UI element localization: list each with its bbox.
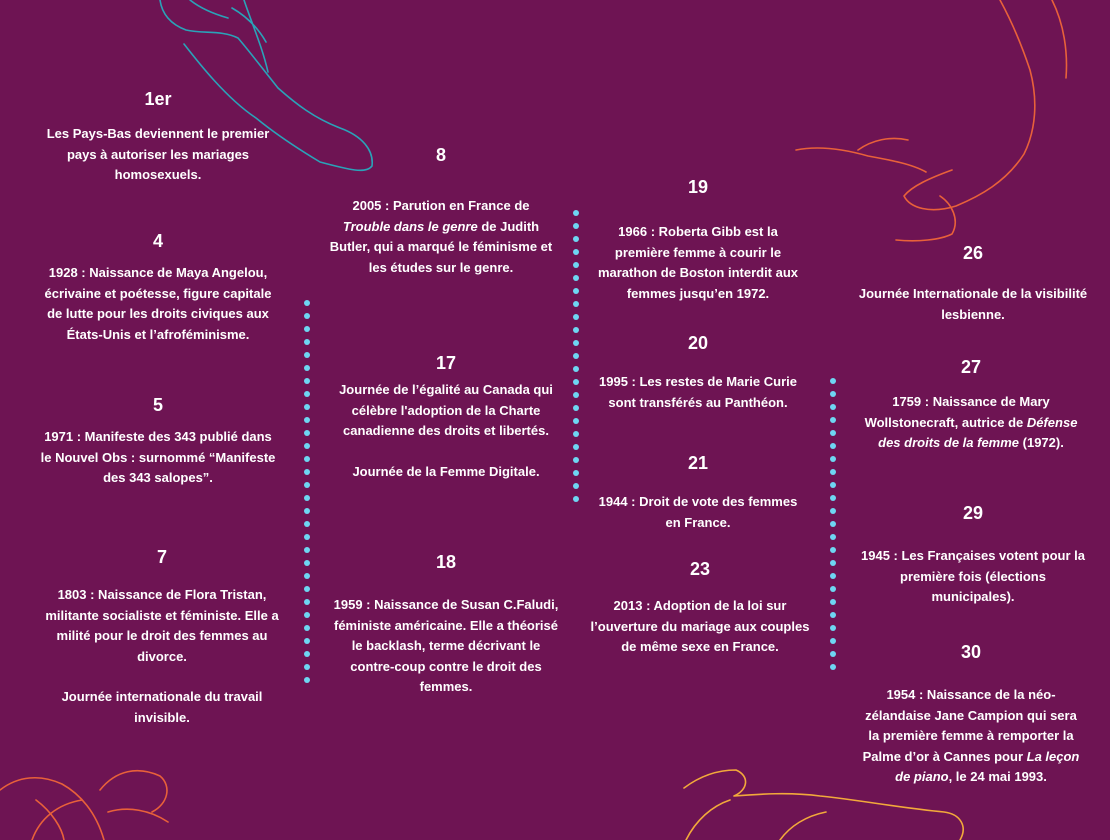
separator-dot [830,443,836,449]
entry-day-26 [858,242,1088,325]
separator-dot [573,249,579,255]
entry-text: 1803 : Naissance de Flora Tristan, militante socialiste et féministe. Elle a milité pour le droit des femmes au divorce. [45,587,279,664]
entry-text: 1995 : Les restes de Marie Curie sont transférés au Panthéon. [599,374,797,410]
entry-day: 27 [960,357,982,377]
separator-dot [573,366,579,372]
entry-day-8 [328,144,554,278]
separator-dot [304,417,310,423]
dotted-separator-1 [304,300,310,690]
separator-dot [573,483,579,489]
separator-dot [304,326,310,332]
separator-dot [304,339,310,345]
separator-dot [304,300,310,306]
entry-day: 7 [156,547,167,567]
entry-day-18 [328,551,564,698]
separator-dot [573,236,579,242]
entry-day-20 [590,332,806,413]
flower-bottom-left-icon [0,771,168,840]
separator-dot [304,352,310,358]
separator-dot [304,560,310,566]
separator-dot [830,586,836,592]
entry-text: 1944 : Droit de vote des femmes en France. [598,494,798,530]
separator-dot [304,495,310,501]
entry-day: 18 [435,552,457,572]
separator-dot [304,482,310,488]
separator-dot [573,314,579,320]
entry-day: 19 [687,177,709,197]
entry-text: 1928 : Naissance de Maya Angelou, écrivaine et poétesse, figure capitale de lutte pour les droits civiques aux États-Unis et l’afroféminisme. [44,265,272,342]
entry-text [858,392,1084,454]
separator-dot [573,405,579,411]
separator-dot [304,404,310,410]
separator-dot [830,625,836,631]
separator-dot [304,534,310,540]
entry-text [858,685,1084,788]
entry-text: Journée Internationale de la visibilité lesbienne. [858,286,1088,322]
separator-dot [573,340,579,346]
separator-dot [830,482,836,488]
separator-dot [830,612,836,618]
separator-dot [830,430,836,436]
entry-text: 1971 : Manifeste des 343 publié dans le Nouvel Obs : surnommé “Manifeste des 343 salopes”. [40,429,276,485]
separator-dot [830,404,836,410]
separator-dot [830,560,836,566]
separator-dot [830,547,836,553]
entry-text: 1945 : Les Françaises votent pour la première fois (élections municipales). [861,548,1085,604]
dotted-separator-2 [573,210,579,520]
separator-dot [304,313,310,319]
entry-text-part: , le 24 mai 1993. [948,769,1047,784]
entry-day-17 [328,352,564,482]
separator-dot [304,365,310,371]
entry-text-italic: La leçon de piano [895,748,1080,784]
entry-text: 1959 : Naissance de Susan C.Faludi, féministe américaine. Elle a théorisé le backlash, terme décrivant le contre-coup contre le droit des femmes. [333,597,559,694]
separator-dot [573,392,579,398]
entry-text-part: (1972). [1019,435,1064,450]
separator-dot [830,521,836,527]
separator-dot [573,327,579,333]
entry-day: 17 [435,353,457,373]
entry-day: 30 [960,642,982,662]
entry-day-23 [590,558,810,658]
separator-dot [573,262,579,268]
entry-text: Journée de la Femme Digitale. [352,463,540,479]
entry-day-1 [40,88,276,186]
separator-dot [573,210,579,216]
separator-dot [573,223,579,229]
separator-dot [304,625,310,631]
separator-dot [830,495,836,501]
entry-day: 23 [689,559,711,579]
separator-dot [573,418,579,424]
entry-text: Journée internationale du travail invisible. [61,689,263,725]
separator-dot [830,651,836,657]
separator-dot [830,456,836,462]
separator-dot [304,638,310,644]
separator-dot [304,573,310,579]
dotted-separator-3 [830,378,836,688]
entry-day: 1er [144,89,172,109]
separator-dot [830,469,836,475]
separator-dot [304,521,310,527]
entry-day-5 [40,394,276,489]
separator-dot [304,612,310,618]
separator-dot [830,508,836,514]
entry-day: 20 [687,333,709,353]
entry-text-italic: Trouble dans le genre [342,218,478,234]
entry-day: 29 [962,503,984,523]
entry-day-21 [590,452,806,533]
entry-day-19 [590,176,806,304]
separator-dot [573,301,579,307]
separator-dot [573,496,579,502]
separator-dot [573,444,579,450]
separator-dot [830,534,836,540]
separator-dot [304,469,310,475]
separator-dot [304,508,310,514]
separator-dot [304,456,310,462]
separator-dot [830,573,836,579]
entry-text [328,196,554,278]
separator-dot [304,599,310,605]
entry-day: 26 [962,243,984,263]
separator-dot [830,599,836,605]
entry-text-part: 1954 : Naissance de la néo-zélandaise Jane Campion qui sera la première femme à remporter la Palme d’or à Cannes pour [862,687,1077,764]
entry-day: 4 [152,231,163,251]
hand-top-right-icon [796,0,1066,241]
entry-day: 8 [435,145,446,165]
separator-dot [830,638,836,644]
entry-day-30 [858,641,1084,788]
entry-day-7 [40,546,284,728]
separator-dot [304,547,310,553]
separator-dot [304,430,310,436]
separator-dot [304,677,310,683]
entry-text-part: de Judith Butler, qui a marqué le féminisme et les études sur le genre. [329,218,553,275]
entry-day: 21 [687,453,709,473]
entry-text: 2013 : Adoption de la loi sur l’ouverture du mariage aux couples de même sexe en France. [590,598,810,654]
separator-dot [573,457,579,463]
separator-dot [304,664,310,670]
separator-dot [830,664,836,670]
separator-dot [304,443,310,449]
entry-text-part: 1759 : Naissance de Mary Wollstonecraft, autrice de [864,394,1050,430]
separator-dot [830,378,836,384]
separator-dot [573,275,579,281]
separator-dot [573,353,579,359]
entry-text: 1966 : Roberta Gibb est la première femme à courir le marathon de Boston interdit aux femmes jusqu’en 1972. [597,224,799,301]
separator-dot [573,379,579,385]
separator-dot [304,586,310,592]
entry-day-4 [40,230,276,345]
separator-dot [304,651,310,657]
entry-day-27 [858,356,1084,454]
separator-dot [304,378,310,384]
entry-text: Journée de l’égalité au Canada qui célèbre l'adoption de la Charte canadienne des droits et libertés. [339,382,553,438]
separator-dot [830,391,836,397]
separator-dot [573,431,579,437]
entry-day: 5 [152,395,163,415]
separator-dot [830,417,836,423]
entry-text: Les Pays-Bas deviennent le premier pays à autoriser les mariages homosexuels. [46,126,270,182]
separator-dot [573,288,579,294]
entry-text-italic: Défense des droits de la femme [878,414,1078,450]
separator-dot [304,391,310,397]
entry-day-29 [858,502,1088,608]
entry-text-part: 2005 : Parution en France de [352,198,530,213]
separator-dot [573,470,579,476]
